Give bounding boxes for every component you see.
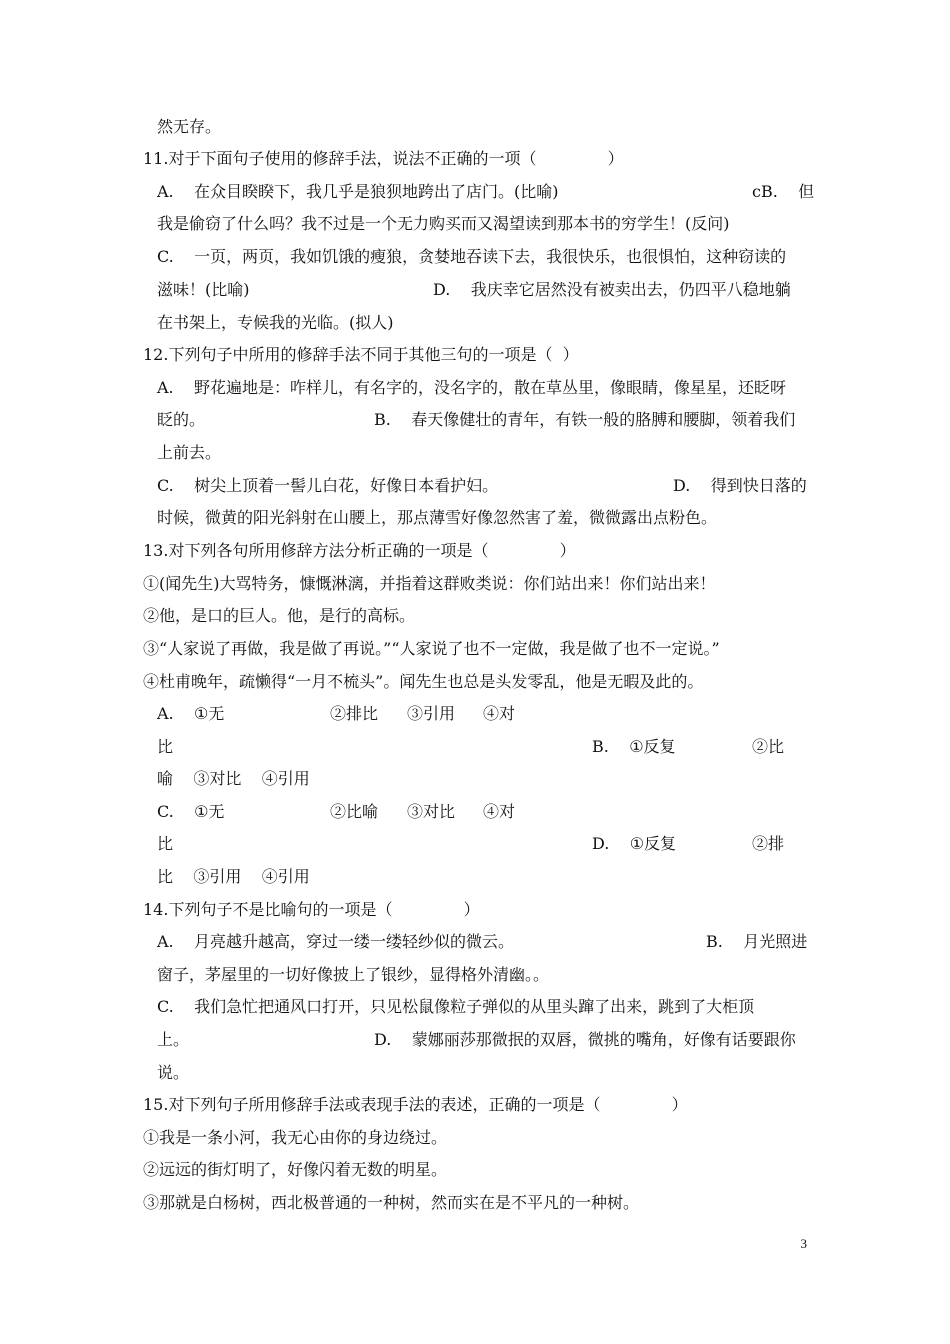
text-line: 比 ③引用 ④引用 — [157, 867, 310, 886]
text-line: 眨的。 — [157, 410, 206, 429]
question-13: 13.对下列各句所用修辞方法分析正确的一项是（ ） — [143, 541, 576, 560]
sentence-3: ③“人家说了再做，我是做了再说。”“人家说了也不一定做，我是做了也不一定说。” — [143, 639, 720, 658]
text-line: 上前去。 — [157, 443, 222, 462]
sentence-1: ①我是一条小河，我无心由你的身边绕过。 — [143, 1128, 448, 1147]
option-d: D. 得到快日落的 — [673, 476, 807, 495]
option-a: A. 月亮越升越高，穿过一缕一缕轻纱似的微云。 — [157, 932, 514, 951]
text-line: ③引用 — [407, 704, 456, 723]
text-line: 上。 — [157, 1030, 190, 1049]
option-a: A. 野花遍地是：咋样儿，有名字的，没名字的，散在草丛里，像眼睛，像星星，还眨呀 — [157, 378, 786, 397]
option-b: B. ①反复 — [592, 737, 676, 756]
text-line: 喻 ③对比 ④引用 — [157, 769, 310, 788]
option-b: B. 月光照进 — [706, 932, 808, 951]
text-line: ③对比 — [407, 802, 456, 821]
question-15: 15.对下列句子所用修辞手法或表现手法的表述，正确的一项是（ ） — [143, 1095, 688, 1114]
sentence-3: ③那就是白杨树，西北极普通的一种树，然而实在是不平凡的一种树。 — [143, 1193, 640, 1212]
text-line: 时候，微黄的阳光斜射在山腰上，那点薄雪好像忽然害了羞，微微露出点粉色。 — [157, 508, 718, 527]
text-line: ②排比 — [330, 704, 379, 723]
option-c: C. 我们急忙把通风口打开，只见松鼠像粒子弹似的从里头蹿了出来，跳到了大柜顶 — [157, 997, 755, 1016]
question-12: 12.下列句子中所用的修辞手法不同于其他三句的一项是（ ） — [143, 345, 579, 364]
option-c: C. 一页，两页，我如饥饿的瘦狼，贪婪地吞读下去，我很快乐，也很惧怕，这种窃读的 — [157, 247, 787, 266]
option-b: cB. 但 — [752, 182, 815, 201]
text-line: 说。 — [157, 1063, 190, 1082]
option-a: A. ①无 — [157, 704, 225, 723]
option-b: B. 春天像健壮的青年，有铁一般的胳膊和腰脚，领着我们 — [374, 410, 796, 429]
text-line: ②排 — [752, 834, 785, 853]
sentence-2: ②他，是口的巨人。他，是行的高标。 — [143, 606, 416, 625]
text-line: ②比 — [752, 737, 785, 756]
text-line: 比 — [157, 834, 174, 853]
text-line: 我是偷窃了什么吗？我不过是一个无力购买而又渴望读到那本书的穷学生！(反问) — [157, 214, 730, 233]
text-line: 滋味！(比喻) — [157, 280, 250, 299]
text-line: ②比喻 — [330, 802, 379, 821]
option-d: D. 蒙娜丽莎那微抿的双唇，微挑的嘴角，好像有话要跟你 — [374, 1030, 796, 1049]
text-line: 在书架上，专候我的光临。(拟人) — [157, 313, 394, 332]
sentence-1: ①(闻先生)大骂特务，慷慨淋漓，并指着这群败类说：你们站出来！你们站出来！ — [143, 574, 716, 593]
sentence-2: ②远远的街灯明了，好像闪着无数的明星。 — [143, 1160, 448, 1179]
option-d: D. 我庆幸它居然没有被卖出去，仍四平八稳地躺 — [433, 280, 791, 299]
option-d: D. ①反复 — [592, 834, 677, 853]
text-line: ④对 — [483, 802, 516, 821]
option-c: C. 树尖上顶着一髻儿白花，好像日本看护妇。 — [157, 476, 499, 495]
text-line: 然无存。 — [157, 117, 222, 136]
option-c: C. ①无 — [157, 802, 225, 821]
text-line: 窗子，茅屋里的一切好像披上了银纱，显得格外清幽。。 — [157, 965, 550, 984]
page-number: 3 — [800, 1236, 807, 1251]
option-a: A. 在众目睽睽下，我几乎是狼狈地跨出了店门。(比喻) — [157, 182, 559, 201]
question-14: 14.下列句子不是比喻句的一项是（ ） — [143, 900, 480, 919]
question-11: 11.对于下面句子使用的修辞手法，说法不正确的一项（ ） — [143, 149, 624, 168]
text-line: 比 — [157, 737, 174, 756]
text-line: ④对 — [483, 704, 516, 723]
sentence-4: ④杜甫晚年，疏懒得“一月不梳头”。闻先生也总是头发零乱，他是无暇及此的。 — [143, 672, 704, 691]
